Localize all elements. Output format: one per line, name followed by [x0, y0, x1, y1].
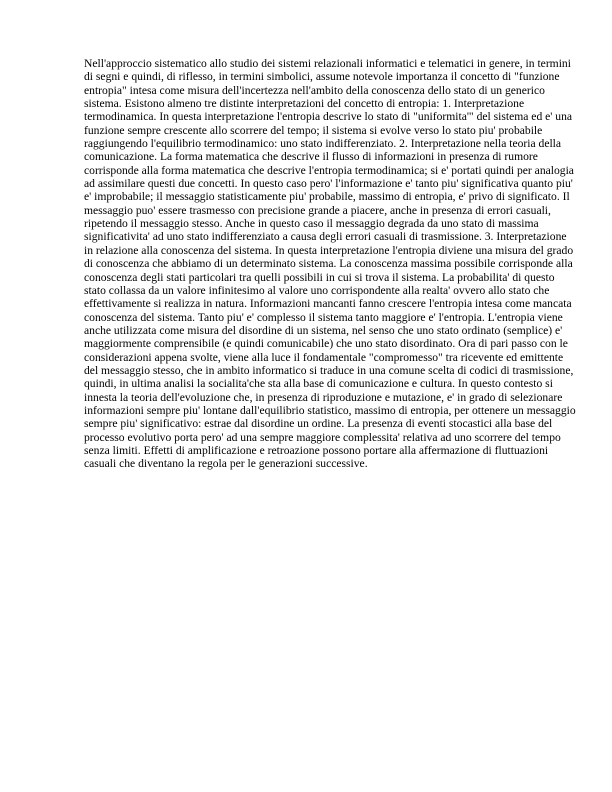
body-paragraph: Nell'approccio sistematico allo studio dei sistemi relazionali informatici e telematici in genere, in termini di segni e quindi, di riflesso, in termini simbolici, assume notevole importanza il concetto di "funzione entropia" intesa come misura dell'incertezza nell'ambito della conoscenza dello stato di un generico sistema. Esistono almeno tre distinte interpretazioni del concetto di entropia: 1. Interpretazione termodinamica. In questa interpretazione l'entropia descrive lo stato di "uniformita'" del sistema ed e' una funzione sempre crescente allo scorrere del tempo; il sistema si evolve verso lo stato piu' probabile raggiungendo l'equilibrio termodinamico: uno stato indifferenziato. 2. Interpretazione nella teoria della comunicazione. La forma matematica che descrive il flusso di informazioni in presenza di rumore corrisponde alla forma matematica che descrive l'entropia termodinamica; si e' portati quindi per analogia ad assimilare questi due concetti. In questo caso pero' l'informazione e' tanto piu' significativa quanto piu' e' improbabile; il messaggio statisticamente piu' probabile, massimo di entropia, e' privo di significato. Il messaggio puo' essere trasmesso con precisione grande a piacere, anche in presenza di errori casuali, ripetendo il messaggio stesso. Anche in questo caso il messaggio degrada da uno stato di massima significativita' ad uno stato indifferenziato a causa degli errori casuali di trasmissione. 3. Interpretazione in relazione alla conoscenza del sistema. In questa interpretazione l'entropia diviene una misura del grado di conoscenza che abbiamo di un determinato sistema. La conoscenza massima possibile corrisponde alla conoscenza degli stati particolari tra quelli possibili in cui si trova il sistema. La probabilita' di questo stato collassa da un valore infinitesimo al valore uno corrispondente alla realta' ovvero allo stato che effettivamente si realizza in natura. Informazioni mancanti fanno crescere l'entropia intesa come mancata conoscenza del sistema. Tanto piu' e' complesso il sistema tanto maggiore e' l'entropia. L'entropia viene anche utilizzata come misura del disordine di un sistema, nel senso che uno stato ordinato (semplice) e' maggiormente comprensibile (e quindi comunicabile) che uno stato disordinato. Ora di pari passo con le considerazioni appena svolte, viene alla luce il fondamentale "compromesso" tra ricevente ed emittente del messaggio stesso, che in ambito informatico si traduce in una comune scelta di codici di trasmissione, quindi, in ultima analisi la socialita'che sta alla base di comunicazione e cultura. In questo contesto si innesta la teoria dell'evoluzione che, in presenza di riproduzione e mutazione, e' in grado di selezionare informazioni sempre piu' lontane dall'equilibrio statistico, massimo di entropia, per ottenere un messaggio sempre piu' significativo: estrae dal disordine un ordine. La presenza di eventi stocastici alla base del processo evolutivo porta pero' ad una sempre maggiore complessita' relativa ad uno scorrere del tempo senza limiti. Effetti di amplificazione e retroazione possono portare alla affermazione di fluttuazioni casuali che diventano la regola per le generazioni successive. [84, 57, 576, 471]
